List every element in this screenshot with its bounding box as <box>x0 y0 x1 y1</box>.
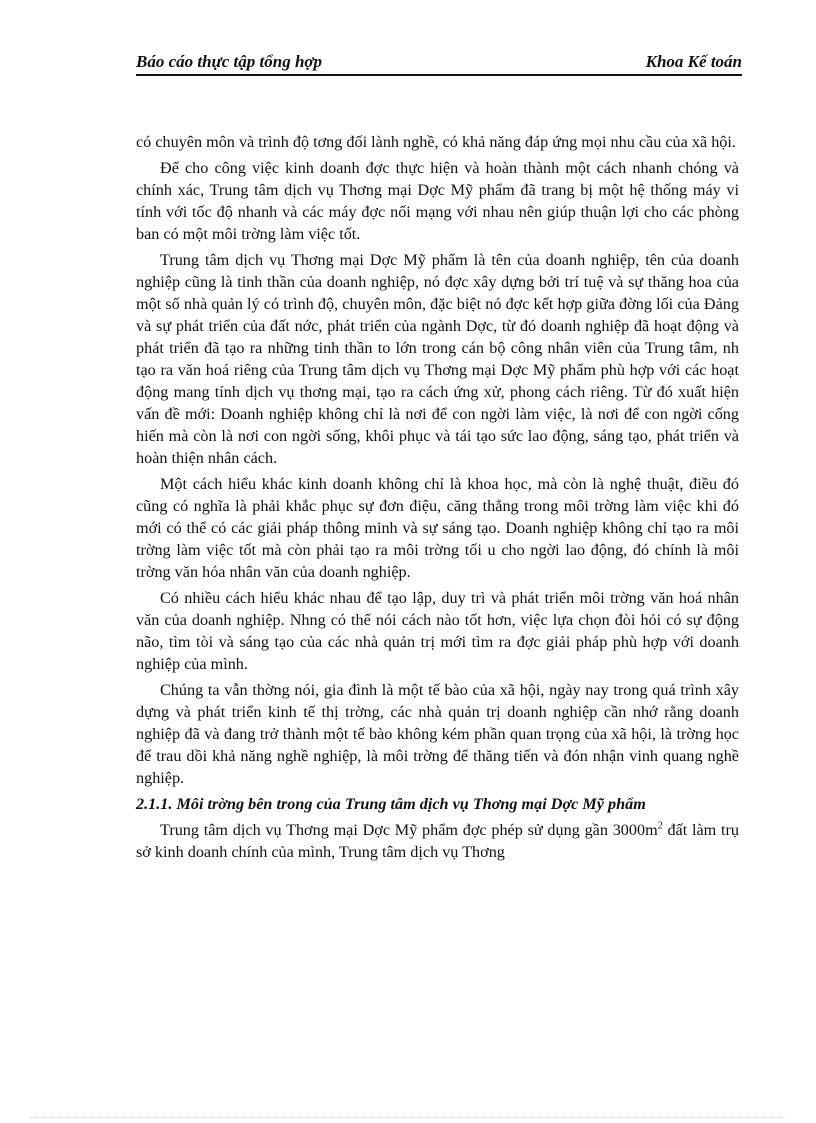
header-department: Khoa Kế toán <box>645 52 742 71</box>
paragraph-last-text-end: đất làm trụ sở kinh doanh chính của mình, Trung tâm dịch vụ Thơng <box>136 821 740 861</box>
superscript: 2 <box>657 820 663 832</box>
paragraph: Để cho công việc kinh doanh đợc thực hiện và hoàn thành một cách nhanh chóng và chính xác, Trung tâm dịch vụ Thơng mại Dợc Mỹ phẩm đã trang bị một hệ thống máy vi tính với tốc độ nhanh và các máy đợc nối mạng với nhau nên giúp thuận lợi cho các phòng ban có một môi trờng làm việc tốt. <box>136 159 739 243</box>
section-heading: 2.1.1. Môi trờng bên trong của Trung tâm dịch vụ Thơng mại Dợc Mỹ phẩm <box>136 795 646 813</box>
paragraph: Trung tâm dịch vụ Thơng mại Dợc Mỹ phẩm là tên của doanh nghiệp, tên của doanh nghiệp cũng là tinh thần của doanh nghiệp, nó đợc xây dựng bởi trí tuệ và sự thăng hoa của một số nhà quản lý có trình độ, chuyên môn, đặc biệt nó đợc kết hợp giữa đờng lối của Đảng và sự phát triển của đất nớc, phát triển của ngành Dợc, từ đó doanh nghiệp đã hoạt động và phát triển đã tạo ra những tinh thần to lớn trong cán bộ công nhân viên của Trung tâm, nh tạo ra văn hoá riêng của Trung tâm dịch vụ Thơng mại Dợc Mỹ phẩm phù hợp với các hoạt động mang tính dịch vụ thơng mại, tạo ra cách ứng xử, phong cách riêng. Từ đó xuất hiện vấn đề mới: Doanh nghiệp không chỉ là nơi để con ngời làm việc, là nơi để con ngời cống hiến mà còn là nơi con ngời sống, khôi phục và tái tạo sức lao động, sáng tạo, phát triển và hoàn thiện nhân cách. <box>136 251 739 467</box>
paragraph-last <box>136 819 739 863</box>
paragraph: Có nhiều cách hiểu khác nhau để tạo lập, duy trì và phát triển môi trờng văn hoá nhân văn của doanh nghiệp. Nhng có thể nói cách nào tốt hơn, việc lựa chọn đòi hỏi có sự động não, tìm tòi và sáng tạo của các nhà quản trị mới tìm ra đợc giải pháp phù hợp với doanh nghiệp của mình. <box>136 589 739 673</box>
paragraph-last-text: Trung tâm dịch vụ Thơng mại Dợc Mỹ phẩm đợc phép sử dụng gần 3000m <box>160 821 658 839</box>
document-body <box>136 131 739 867</box>
footer-divider <box>30 1117 786 1118</box>
paragraph: có chuyên môn và trình độ tơng đối lành nghề, có khả năng đáp ứng mọi nhu cầu của xã hội. <box>136 133 736 151</box>
page-header <box>136 52 742 76</box>
header-report-title: Báo cáo thực tập tổng hợp <box>136 52 323 71</box>
paragraph: Chúng ta vẫn thờng nói, gia đình là một tế bào của xã hội, ngày nay trong quá trình xây dựng và phát triển kinh tế thị trờng, các nhà quản trị doanh nghiệp cần nhớ rằng doanh nghiệp đã và đang trở thành một tế bào không kém phần quan trọng của xã hội, là trờng học để trau dồi khả năng nghề nghiệp, là môi trờng để thăng tiến và đón nhận vinh quang nghề nghiệp. <box>136 681 739 787</box>
paragraph: Một cách hiểu khác kinh doanh không chỉ là khoa học, mà còn là nghệ thuật, điều đó cũng có nghĩa là phải khắc phục sự đơn điệu, căng thẳng trong môi trờng làm việc khi đó mới có thể có các giải pháp thông minh và sự sáng tạo. Doanh nghiệp không chỉ tạo ra môi trờng làm việc tốt mà còn phải tạo ra môi trờng tối u cho ngời lao động, đó chính là môi trờng văn hóa nhân văn của doanh nghiệp. <box>136 475 739 581</box>
